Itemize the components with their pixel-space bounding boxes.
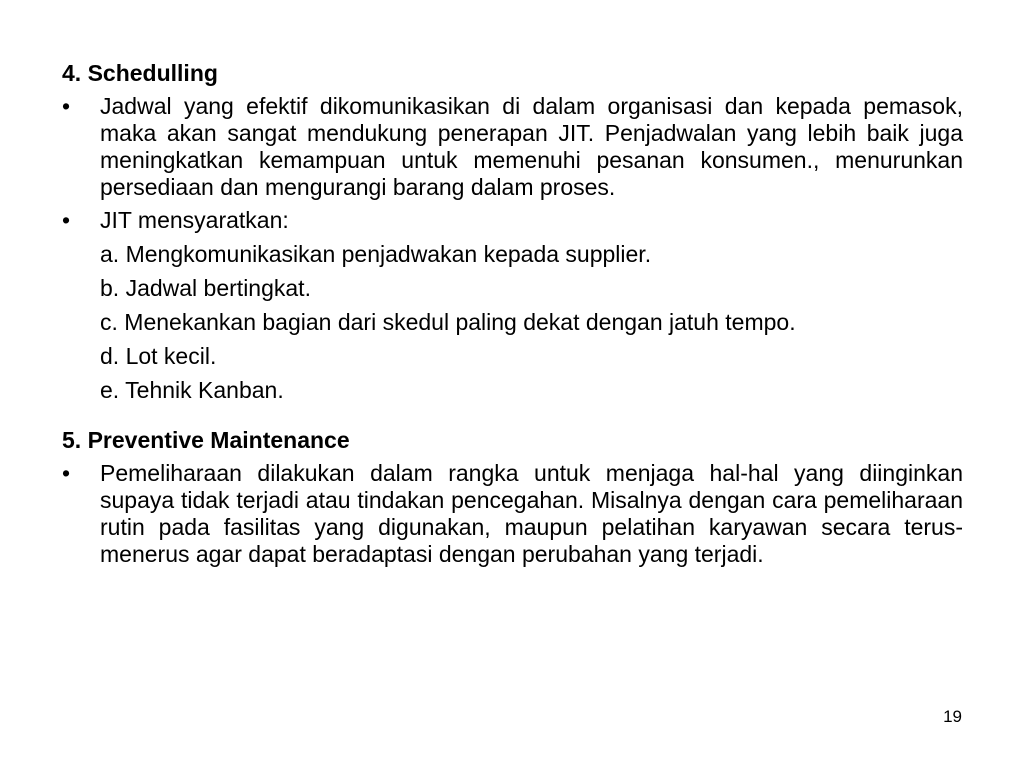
bullet-dot: • <box>62 93 71 119</box>
sub-item-b: b. Jadwal bertingkat. <box>100 275 311 301</box>
bullet-text: Pemeliharaan dilakukan dalam rangka untuk menjaga hal-hal yang diinginkan supaya tidak terjadi atau tindakan pencegahan. Misalnya dengan cara pemeliharaan rutin pada fasilitas yang digunakan, maupun pelatihan karyawan secara terus-menerus agar dapat beradaptasi dengan perubahan yang terjadi. <box>100 460 963 567</box>
sub-item-a: a. Mengkomunikasikan penjadwakan kepada supplier. <box>100 241 652 267</box>
section-heading-preventive-maintenance: 5. Preventive Maintenance <box>62 427 350 453</box>
bullet-text: JIT mensyaratkan: <box>100 207 289 233</box>
bullet-item-jit-requirements <box>62 207 963 234</box>
bullet-dot: • <box>62 460 71 486</box>
sub-item-e: e. Tehnik Kanban. <box>100 377 284 403</box>
sub-item-d: d. Lot kecil. <box>100 343 217 369</box>
bullet-item-maintenance-description <box>62 460 963 568</box>
bullet-dot: • <box>62 207 71 233</box>
page-number: 19 <box>943 707 962 726</box>
bullet-item-scheduling-description <box>62 93 963 201</box>
bullet-text: Jadwal yang efektif dikomunikasikan di dalam organisasi dan kepada pemasok, maka akan sangat mendukung penerapan JIT. Penjadwalan yang lebih baik juga meningkatkan kemampuan untuk memenuhi pesanan konsumen., menurunkan persediaan dan mengurangi barang dalam proses. <box>100 93 963 200</box>
slide-content <box>62 60 963 568</box>
section-heading-scheduling: 4. Schedulling <box>62 60 218 86</box>
sub-item-c: c. Menekankan bagian dari skedul paling dekat dengan jatuh tempo. <box>100 309 796 335</box>
